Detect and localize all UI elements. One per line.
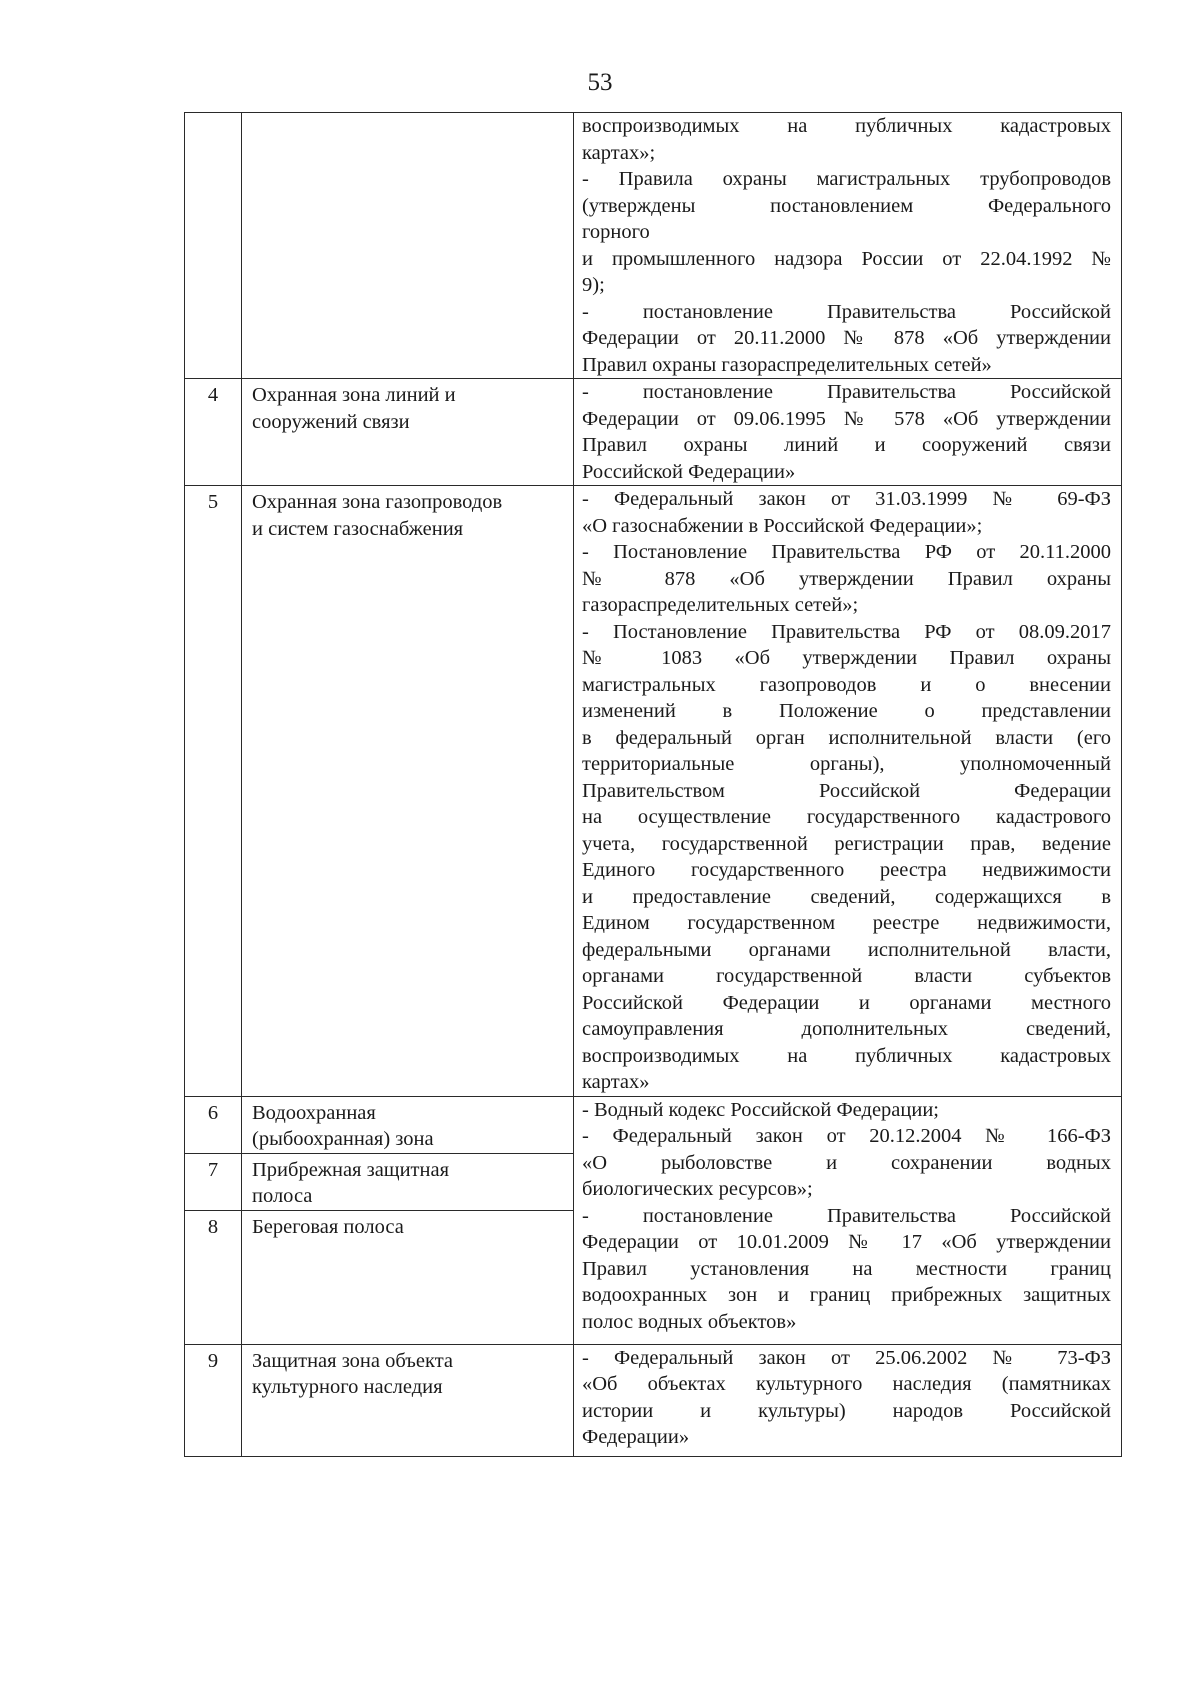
page-number: 53	[587, 69, 613, 96]
zone-name-line: и систем газоснабжения	[252, 517, 464, 540]
legal-basis-line: в федеральный орган исполнительной власти (его	[582, 726, 1111, 749]
legal-basis-line: Федерации от 10.01.2009 № 17 «Об утверждении	[582, 1231, 1111, 1253]
legal-basis-line: Правил установления на местности границ	[582, 1257, 1111, 1280]
legal-basis-line: - Правила охраны магистральных трубопроводов	[582, 168, 1111, 190]
legal-basis-line: изменений в Положение о представлении	[582, 700, 1111, 722]
legal-basis-line: воспроизводимых на публичных кадастровых	[582, 115, 1111, 137]
zone-name-line: (рыбоохранная) зона	[252, 1128, 434, 1150]
zone-name-cell	[242, 113, 574, 379]
legal-basis-line: № 1083 «Об утверждении Правил охраны	[582, 647, 1111, 669]
legal-basis-line: картах»;	[582, 141, 656, 164]
legal-basis-line: - постановление Правительства Российской	[582, 381, 1111, 403]
row-number-cell: 7	[185, 1153, 242, 1210]
legal-basis-line: полос водных объектов»	[582, 1310, 797, 1333]
legal-basis-line: - Постановление Правительства РФ от 20.11.2000	[582, 541, 1111, 563]
row-number-cell	[185, 113, 242, 379]
legal-basis-line: Единого государственного реестра недвижимости	[582, 859, 1111, 881]
zone-name-line: Охранная зона линий и	[252, 384, 456, 406]
legal-basis-line: - Федеральный закон от 20.12.2004 № 166-ФЗ	[582, 1125, 1111, 1147]
legal-basis-line: Правительством Российской Федерации	[582, 779, 1111, 802]
zone-name-line: культурного наследия	[252, 1376, 443, 1398]
row-number-cell: 5	[185, 486, 242, 1097]
zone-name-line: Защитная зона объекта	[252, 1349, 453, 1372]
legal-basis-line: горного	[582, 221, 650, 243]
zone-name-line: Прибрежная защитная	[252, 1158, 450, 1181]
legal-basis-line: (утверждены постановлением Федерального	[582, 194, 1111, 217]
legal-basis-cell	[574, 113, 1122, 379]
zone-name-line: Водоохранная	[252, 1101, 376, 1124]
legal-basis-line: 9);	[582, 274, 605, 296]
legal-basis-line: Правил охраны линий и сооружений связи	[582, 434, 1111, 456]
legal-basis-line: - Федеральный закон от 25.06.2002 № 73-ФЗ	[582, 1346, 1111, 1369]
legal-basis-line: Российской Федерации»	[582, 460, 796, 483]
zone-name-line: Береговая полоса	[252, 1215, 404, 1238]
legal-basis-line: на осуществление государственного кадастрового	[582, 806, 1111, 828]
legal-basis-line: - Постановление Правительства РФ от 08.09.2017	[582, 620, 1111, 643]
legal-basis-line: органами государственной власти субъектов	[582, 965, 1111, 987]
legal-basis-cell	[574, 379, 1122, 486]
legal-basis-line: № 878 «Об утверждении Правил охраны	[582, 567, 1111, 590]
zone-name-cell	[242, 1210, 574, 1344]
legal-basis-line: водоохранных зон и границ прибрежных защитных	[582, 1284, 1111, 1306]
legal-basis-line: Правил охраны газораспределительных сетей»	[582, 353, 992, 376]
legal-basis-line: - Водный кодекс Российской Федерации;	[582, 1098, 939, 1121]
row-number-cell: 8	[185, 1210, 242, 1344]
legal-basis-line: Федерации от 09.06.1995 № 578 «Об утверждении	[582, 407, 1111, 430]
zone-name-cell	[242, 1096, 574, 1153]
legal-basis-line: магистральных газопроводов и о внесении	[582, 673, 1111, 696]
legal-basis-line: истории и культуры) народов Российской	[582, 1399, 1111, 1422]
row-number-cell: 6	[185, 1096, 242, 1153]
zone-name-line: Охранная зона газопроводов	[252, 491, 503, 513]
legal-basis-line: - Федеральный закон от 31.03.1999 № 69-ФЗ	[582, 488, 1111, 510]
legal-basis-line: «Об объектах культурного наследия (памятниках	[582, 1373, 1111, 1395]
legal-basis-line: «О газоснабжении в Российской Федерации»;	[582, 514, 983, 537]
zone-name-cell	[242, 1153, 574, 1210]
legal-basis-cell	[574, 486, 1122, 1097]
legal-basis-line: Российской Федерации и органами местного	[582, 991, 1111, 1014]
row-number-cell: 9	[185, 1344, 242, 1456]
row-number-cell: 4	[185, 379, 242, 486]
legal-basis-line: картах»	[582, 1071, 650, 1093]
legal-basis-line: самоуправления дополнительных сведений,	[582, 1018, 1111, 1040]
legal-basis-line: биологических ресурсов»;	[582, 1178, 813, 1200]
legal-basis-line: «О рыболовстве и сохранении водных	[582, 1151, 1111, 1174]
legal-basis-line: Едином государственном реестре недвижимости,	[582, 912, 1111, 934]
legal-basis-line: - постановление Правительства Российской	[582, 300, 1111, 323]
table-row	[185, 113, 1122, 379]
zones-table	[184, 112, 1122, 1457]
legal-basis-line: Федерации от 20.11.2000 № 878 «Об утверждении	[582, 327, 1111, 349]
zone-name-cell	[242, 379, 574, 486]
legal-basis-line: воспроизводимых на публичных кадастровых	[582, 1044, 1111, 1067]
zone-name-cell	[242, 486, 574, 1097]
table-row	[185, 486, 1122, 1097]
zone-name-line: полоса	[252, 1185, 313, 1207]
table-row	[185, 379, 1122, 486]
legal-basis-line: Федерации»	[582, 1426, 690, 1448]
legal-basis-line: и промышленного надзора России от 22.04.1992 №	[582, 247, 1111, 270]
zone-name-cell	[242, 1344, 574, 1456]
legal-basis-cell	[574, 1096, 1122, 1344]
legal-basis-line: - постановление Правительства Российской	[582, 1204, 1111, 1227]
zone-name-line: сооружений связи	[252, 410, 410, 433]
legal-basis-line: федеральными органами исполнительной власти,	[582, 938, 1111, 961]
legal-basis-line: территориальные органы), уполномоченный	[582, 753, 1111, 775]
legal-basis-cell	[574, 1344, 1122, 1456]
legal-basis-line: и предоставление сведений, содержащихся в	[582, 885, 1111, 908]
legal-basis-line: газораспределительных сетей»;	[582, 594, 859, 616]
table-row	[185, 1344, 1122, 1456]
table-row	[185, 1096, 1122, 1153]
legal-basis-line: учета, государственной регистрации прав, ведение	[582, 832, 1111, 855]
